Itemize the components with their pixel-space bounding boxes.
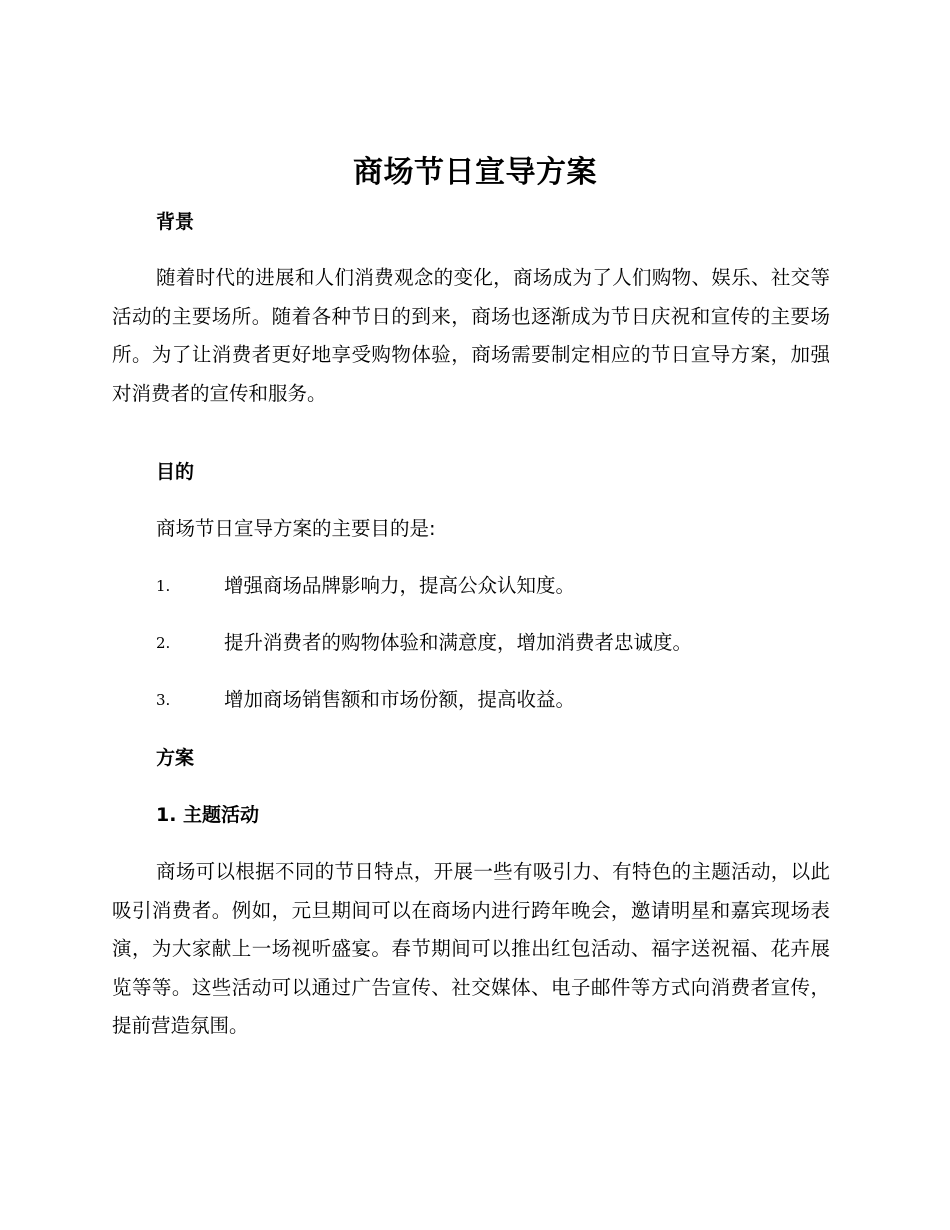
section-heading-background: 背景 (156, 211, 195, 233)
list-item-number: 1. (156, 577, 171, 595)
list-item-number: 2. (156, 634, 171, 652)
section-heading-purpose: 目的 (156, 461, 195, 483)
list-item-number: 3. (156, 691, 171, 709)
list-item-text: 增强商场品牌影响力，提高公众认知度。 (224, 574, 576, 597)
list-item (156, 686, 856, 714)
section-heading-plan: 方案 (156, 747, 195, 769)
plan-paragraph: 商场可以根据不同的节日特点，开展一些有吸引力、有特色的主题活动，以此吸引消费者。例如，元旦期间可以在商场内进行跨年晚会，邀请明星和嘉宾现场表演，为大家献上一场视听盛宴。春节期间可以推出红包活动、福字送祝福、花卉展览等等。这些活动可以通过广告宣传、社交媒体、电子邮件等方式向消费者宣传，提前营造氛围。 (112, 860, 830, 1037)
list-item (156, 629, 856, 657)
background-paragraph: 随着时代的进展和人们消费观念的变化，商场成为了人们购物、娱乐、社交等活动的主要场所。随着各种节日的到来，商场也逐渐成为节日庆祝和宣传的主要场所。为了让消费者更好地享受购物体验，商场需要制定相应的节日宣导方案，加强对消费者的宣传和服务。 (112, 266, 830, 405)
list-item-text: 提升消费者的购物体验和满意度，增加消费者忠诚度。 (224, 631, 693, 654)
list-item (156, 572, 856, 600)
list-item-text: 增加商场销售额和市场份额，提高收益。 (224, 688, 576, 711)
purpose-intro: 商场节日宣导方案的主要目的是: (156, 517, 436, 540)
document-title: 商场节日宣导方案 (353, 155, 597, 190)
subsection-heading-theme-activities: 1. 主题活动 (156, 804, 260, 826)
